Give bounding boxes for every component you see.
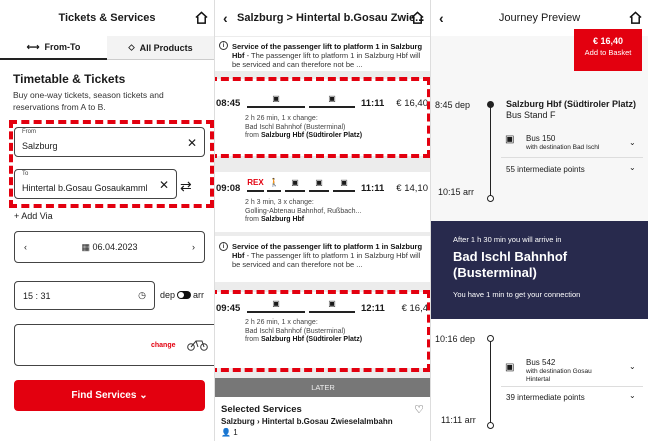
change-passengers-link[interactable]: change bbox=[151, 342, 176, 349]
chevron-down-icon[interactable]: ⌄ bbox=[629, 391, 636, 400]
leg1-station: Salzburg Hbf (Südtiroler Platz) bbox=[506, 99, 637, 109]
chevron-down-icon: ⌄ bbox=[139, 390, 148, 401]
dep-time: 08:45 bbox=[216, 98, 241, 109]
arr-time: 11:11 bbox=[361, 98, 385, 109]
leg1-destination: with destination Bad Ischl bbox=[526, 144, 600, 151]
toggle-switch[interactable] bbox=[177, 291, 191, 299]
clear-icon[interactable]: ✕ bbox=[158, 178, 169, 192]
leg1-arr-time: 10:15 arr bbox=[438, 187, 475, 197]
basket-price: € 16,40 bbox=[592, 36, 624, 46]
dep-label: dep bbox=[160, 290, 176, 300]
clock-icon: ◷ bbox=[138, 290, 146, 300]
section-heading: Timetable & Tickets bbox=[13, 72, 126, 86]
arrows-icon: ⟷ bbox=[26, 41, 40, 52]
leg1-dep-time: 8:45 dep bbox=[435, 100, 471, 110]
tickets-panel bbox=[0, 0, 214, 441]
prev-day-icon[interactable]: ‹ bbox=[24, 242, 27, 252]
service-notice[interactable]: i Service of the passenger lift to platform 1 in Salzburg Hbf - The passenger lift to platform 1 in Salzburg Hbf will be serviced and can therefore not be ... bbox=[215, 37, 430, 71]
notice-title: Service of the passenger lift to platform 1 in Salzburg Hbf bbox=[232, 42, 423, 60]
from-prefix: from bbox=[245, 132, 261, 139]
summary: 2 h 26 min, 1 x change: bbox=[245, 319, 318, 326]
bus-icon: ▣ bbox=[309, 178, 329, 192]
back-icon[interactable]: ‹ bbox=[223, 10, 228, 26]
time-input[interactable] bbox=[14, 281, 155, 310]
banner-transfer: You have 1 min to get your connection bbox=[453, 290, 581, 299]
timeline bbox=[490, 338, 491, 423]
from-field[interactable] bbox=[14, 127, 205, 157]
info-icon: i bbox=[219, 242, 228, 251]
arr-time: 11:11 bbox=[361, 183, 385, 194]
home-icon[interactable] bbox=[195, 11, 208, 24]
swap-icon[interactable]: ⇄ bbox=[180, 178, 192, 194]
section-subtitle: Buy one-way tickets, season tickets and reservations from A to B. bbox=[13, 90, 164, 112]
connection-card[interactable] bbox=[215, 292, 430, 368]
next-day-icon[interactable]: › bbox=[192, 242, 195, 252]
from-prefix: from bbox=[245, 216, 261, 223]
to-label: To bbox=[22, 171, 29, 177]
stop-dot bbox=[487, 195, 494, 202]
add-via-link[interactable]: + Add Via bbox=[14, 211, 53, 221]
from-station: Salzburg Hbf (Südtiroler Platz) bbox=[260, 132, 363, 139]
leg2-bus: Bus 542 bbox=[526, 358, 556, 367]
selected-services[interactable] bbox=[215, 397, 430, 441]
via: Golling-Abtenau Bahnhof, Rußbach... bbox=[245, 207, 362, 215]
notice-body: The passenger lift to platform 1 in Salzburg Hbf will be serviced and can therefore not be ... bbox=[232, 251, 421, 269]
back-icon[interactable]: ‹ bbox=[439, 10, 444, 26]
route-title: Salzburg > Hintertal b.Gosau Zwie... bbox=[237, 12, 425, 24]
tab-label: From-To bbox=[44, 42, 81, 52]
tag-icon: ⬦ bbox=[128, 42, 135, 52]
heart-icon[interactable]: ♡ bbox=[414, 404, 424, 416]
stop-dot bbox=[487, 335, 494, 342]
selected-route: Salzburg › Hintertal b.Gosau Zwieselalmbahn bbox=[221, 417, 393, 426]
dep-time: 09:45 bbox=[216, 303, 241, 314]
date-value: 06.04.2023 bbox=[92, 241, 138, 252]
home-icon[interactable] bbox=[629, 11, 642, 24]
bus-icon: ▣ bbox=[247, 299, 305, 313]
connection-info bbox=[245, 319, 362, 345]
page-title: Tickets & Services bbox=[58, 12, 156, 24]
leg1-stand: Bus Stand F bbox=[506, 110, 556, 120]
price: € 16,4 bbox=[401, 303, 428, 314]
via: Bad Ischl Bahnhof (Busterminal) bbox=[245, 123, 346, 131]
bus-icon: ▣ bbox=[247, 94, 305, 108]
leg2-intermediate[interactable]: 39 intermediate points bbox=[506, 393, 585, 402]
via: Bad Ischl Bahnhof (Busterminal) bbox=[245, 327, 346, 335]
bus-icon: ▣ bbox=[333, 178, 355, 192]
leg2-destination: with destination Gosau Hintertal bbox=[526, 368, 592, 383]
calendar-icon: ▦ bbox=[81, 241, 93, 252]
person-icon: 👤 bbox=[221, 428, 234, 437]
info-icon: i bbox=[219, 41, 228, 50]
from-label: From bbox=[22, 129, 36, 135]
header bbox=[0, 0, 214, 36]
leg1-intermediate[interactable]: 55 intermediate points bbox=[506, 165, 585, 174]
arr-time: 12:11 bbox=[361, 303, 385, 314]
bus-icon: ▣ bbox=[309, 94, 355, 108]
bus-icon: ▣ bbox=[285, 178, 305, 192]
add-to-basket-button[interactable] bbox=[574, 29, 642, 71]
tab-all-products[interactable] bbox=[107, 36, 214, 60]
summary: 2 h 3 min, 3 x change: bbox=[245, 199, 314, 206]
tab-from-to[interactable] bbox=[0, 36, 107, 60]
divider bbox=[501, 157, 643, 158]
tab-label: All Products bbox=[139, 42, 193, 53]
bus-icon: ▣ bbox=[309, 299, 355, 313]
from-station: Salzburg Hbf bbox=[260, 216, 305, 223]
bike-icon bbox=[187, 339, 209, 351]
connection-card[interactable] bbox=[215, 79, 430, 156]
bus-icon: ▣ bbox=[505, 134, 515, 145]
results-panel bbox=[214, 0, 430, 441]
to-value: Hintertal b.Gosau Gosaukamml bbox=[22, 183, 148, 193]
leg1-bus: Bus 150 bbox=[526, 134, 556, 143]
chevron-down-icon[interactable]: ⌄ bbox=[629, 163, 636, 172]
tab-bar bbox=[0, 36, 214, 60]
walk-icon: 🚶 bbox=[267, 178, 281, 192]
dep-time: 09:08 bbox=[216, 183, 241, 194]
transfer-banner bbox=[431, 221, 648, 319]
later-button[interactable]: LATER bbox=[215, 378, 430, 397]
from-station: Salzburg Hbf (Südtiroler Platz) bbox=[260, 336, 363, 343]
dep-arr-toggle[interactable] bbox=[160, 290, 204, 300]
home-icon[interactable] bbox=[411, 11, 424, 24]
header bbox=[215, 0, 430, 36]
to-field[interactable] bbox=[14, 169, 177, 199]
notice-body: The passenger lift to platform 1 in Salzburg Hbf will be serviced and can therefore not be ... bbox=[232, 51, 421, 69]
arr-label: arr bbox=[193, 290, 205, 300]
stop-dot bbox=[487, 101, 494, 108]
summary: 2 h 26 min, 1 x change: bbox=[245, 115, 318, 122]
rex-badge: REX bbox=[247, 178, 264, 192]
price: € 16,40 bbox=[396, 98, 428, 109]
bus-icon: ▣ bbox=[505, 362, 515, 373]
find-services-button[interactable] bbox=[14, 380, 205, 411]
leg2-dep-time: 10:16 dep bbox=[435, 334, 476, 344]
chevron-down-icon[interactable]: ⌄ bbox=[629, 138, 636, 147]
banner-station: Bad Ischl Bahnhof (Busterminal) bbox=[453, 249, 568, 280]
banner-pre: After 1 h 30 min you will arrive in bbox=[453, 235, 562, 244]
date-picker[interactable] bbox=[14, 231, 205, 263]
from-prefix: from bbox=[245, 336, 261, 343]
price: € 14,10 bbox=[396, 183, 428, 194]
connection-card[interactable] bbox=[215, 172, 430, 232]
divider bbox=[501, 386, 643, 387]
passenger-count: 1 bbox=[233, 428, 238, 437]
chevron-down-icon[interactable]: ⌄ bbox=[629, 362, 636, 371]
passenger-box[interactable] bbox=[14, 324, 214, 366]
notice-title: Service of the passenger lift to platform 1 in Salzburg Hbf bbox=[232, 242, 423, 260]
connection-info bbox=[245, 115, 362, 141]
connection-info bbox=[245, 199, 361, 225]
journey-preview-panel bbox=[430, 0, 648, 441]
leg2-arr-time: 11:11 arr bbox=[441, 415, 476, 425]
selected-title: Selected Services bbox=[221, 404, 302, 415]
basket-label: Add to Basket bbox=[584, 48, 632, 57]
service-notice[interactable]: i Service of the passenger lift to platform 1 in Salzburg Hbf - The passenger lift to platform 1 in Salzburg Hbf will be serviced and can therefore not be ... bbox=[215, 236, 430, 282]
stop-dot bbox=[487, 422, 494, 429]
time-value: 15 : 31 bbox=[23, 290, 51, 301]
find-services-label: Find Services bbox=[71, 390, 137, 401]
from-value: Salzburg bbox=[22, 141, 58, 151]
clear-icon[interactable]: ✕ bbox=[186, 136, 197, 150]
page-title: Journey Preview bbox=[498, 12, 581, 24]
timeline bbox=[490, 104, 491, 200]
